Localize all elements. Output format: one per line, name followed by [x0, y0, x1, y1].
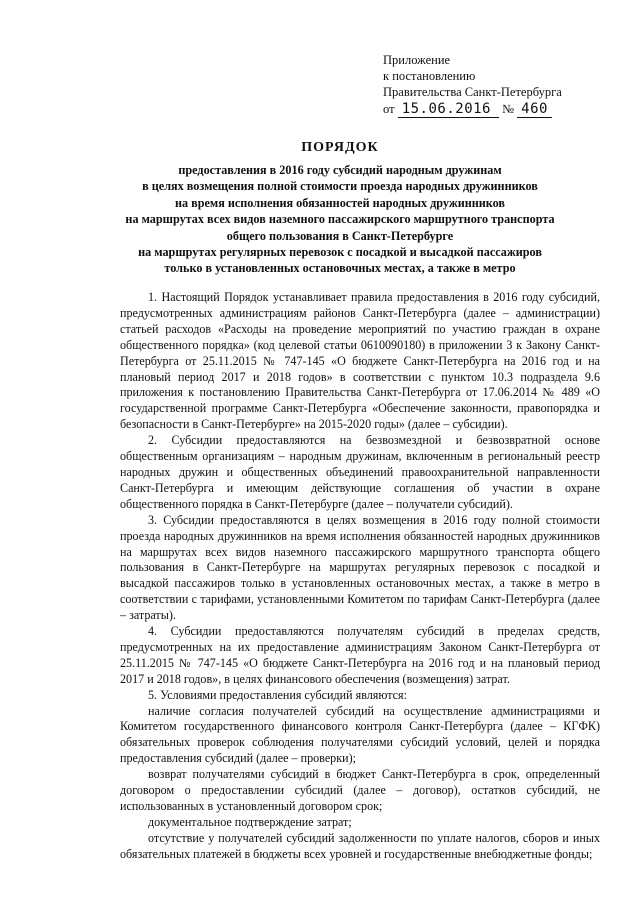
condition-return: возврат получателями субсидий в бюджет Санкт-Петербурга в срок, определенный договором о предоставлении субсидий (далее – договор), остатков субсидий, не использованных в установленный договором срок; — [120, 767, 600, 813]
paragraph-5: 5. Условиями предоставления субсидий являются: — [148, 687, 407, 702]
title-line: в целях возмещения полной стоимости проезда народных дружинников — [142, 179, 538, 194]
resolution-date: 15.06.2016 — [401, 101, 491, 117]
condition-consent: наличие согласия получателей субсидий на осуществление администрациями и Комитетом государственного финансового контроля Санкт-Петербурга (далее – КГФК) обязательных проверок соблюдения получателями субсидий условий, целей и порядка предоставления субсидий (далее – проверки); — [120, 703, 600, 766]
paragraph-4: 4. Субсидии предоставляются получателям субсидий в пределах средств, предусмотренных на их предоставление администрациям Законом Санкт-Петербурга от 25.11.2015 № 747-145 «О бюджете Санкт-Петербурга на 2016 год и на плановый период 2017 и 2018 годов», в целях финансового обеспечения (возмещения) затрат. — [120, 624, 600, 686]
title-line: только в установленных остановочных местах, а также в метро — [164, 261, 516, 276]
paragraph-1: 1. Настоящий Порядок устанавливает правила предоставления в 2016 году субсидий, предусмотренных администрациям районов Санкт-Петербурга (далее – администрации) статьей расходов «Расходы на проведение мероприятий по участию граждан в охране общественного порядка» (код целевой статьи 0610090180) в приложении 3 к Закону Санкт-Петербурга от 25.11.2015 № 747-145 «О бюджете Санкт-Петербурга на 2016 год и на плановый период 2017 и 2018 годов» в соответствии с пунктом 10.3 подраздела 9.6 приложения к постановлению Правительства Санкт-Петербурга от 17.06.2014 № 489 «О государственной программе Санкт-Петербурга «Обеспечение законности, правопорядка и безопасности в Санкт-Петербурге» на 2015-2020 годы» (далее – субсидии). — [120, 290, 600, 432]
document-body — [120, 290, 600, 863]
condition-documents: документальное подтверждение затрат; — [148, 814, 352, 829]
paragraph-2: 2. Субсидии предоставляются на безвозмездной и безвозвратной основе общественным организациям – народным дружинам, включенным в региональный реестр народных дружин и общественных объединений правоохранительной направленности Санкт-Петербурга и имеющим действующие соглашения об участии в охране общественного порядка в Санкт-Петербурге (далее – получатели субсидий). — [120, 433, 600, 511]
date-prefix: от — [383, 102, 395, 116]
appendix-line-3: Правительства Санкт-Петербурга — [383, 85, 562, 99]
appendix-date-line — [383, 101, 562, 118]
title-line: на маршрутах всех видов наземного пассажирского маршрутного транспорта — [125, 212, 555, 227]
title-main: ПОРЯДОК — [301, 140, 379, 155]
resolution-number: 460 — [521, 101, 548, 117]
title-line: на время исполнения обязанностей народных дружинников — [174, 195, 506, 210]
appendix-header — [383, 52, 562, 118]
paragraph-3: 3. Субсидии предоставляются в целях возмещения в 2016 году полной стоимости проезда народных дружинников на время исполнения обязанностей народных дружинников на маршрутах всех видов наземного пассажирского маршрутного транспорта общего пользования в Санкт-Петербурге на маршрутах регулярных перевозок с посадкой и высадкой пассажиров только в установленных остановочных местах, а также в метро в соответствии с тарифами, установленными Комитетом по тарифам Санкт-Петербурга (далее – затраты). — [120, 512, 600, 623]
document-title — [80, 140, 600, 277]
title-line: на маршрутах регулярных перевозок с посадкой и высадкой пассажиров — [138, 245, 542, 260]
appendix-line-2: к постановлению — [383, 69, 476, 83]
number-prefix: № — [502, 102, 515, 116]
condition-no-debt: отсутствие у получателей субсидий задолженности по уплате налогов, сборов и иных обязательных платежей в бюджеты всех уровней и государственные внебюджетные фонды; — [120, 830, 600, 861]
appendix-line-1: Приложение — [383, 53, 451, 67]
title-line: общего пользования в Санкт-Петербурге — [226, 228, 454, 243]
title-line: предоставления в 2016 году субсидий народным дружинам — [178, 163, 502, 177]
